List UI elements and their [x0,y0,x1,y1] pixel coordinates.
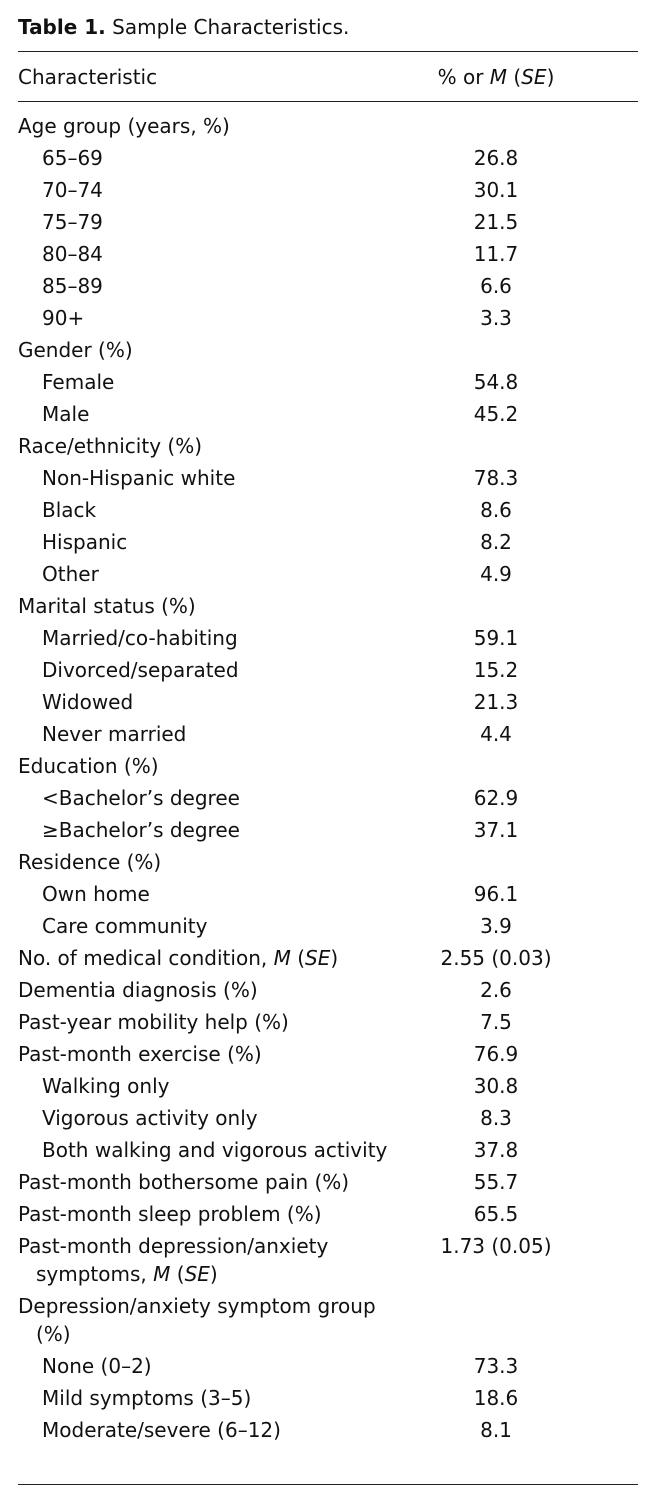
table-row [18,686,638,718]
table-row [18,398,638,430]
row-label-text: Male [42,402,90,426]
row-label [18,432,388,460]
row-value: 4.9 [480,562,512,586]
row-label-m: M [153,1262,171,1286]
row-value: 6.6 [480,274,512,298]
row-label [18,592,388,620]
row-label-text: Gender (%) [18,338,133,362]
row-value: 37.1 [473,818,519,842]
row-value: 8.2 [480,530,512,554]
row-label [18,176,412,204]
row-label-text: Dementia diagnosis (%) [18,978,258,1002]
row-value: 59.1 [473,626,519,650]
row-label [18,144,412,172]
row-value: 65.5 [473,1202,519,1226]
row-label [18,656,412,684]
header-value: % or M (SE) [437,65,555,89]
row-label [18,208,412,236]
row-label [18,1104,412,1132]
row-label-text: Black [42,498,97,522]
table-row [18,1382,638,1414]
row-label-text: Walking only [42,1074,170,1098]
row-value: 3.3 [480,306,512,330]
row-label [18,912,412,940]
row-value: 8.6 [480,498,512,522]
row-label [18,848,388,876]
table-row [18,206,638,238]
table-row [18,1414,638,1446]
row-label [18,1292,406,1348]
row-label [18,1168,388,1196]
table-group-row [18,846,638,878]
row-value: 54.8 [473,370,519,394]
row-label-text: Age group (years, %) [18,114,230,138]
row-label-text: Education (%) [18,754,159,778]
row-value: 26.8 [473,146,519,170]
row-label-text: Never married [42,722,187,746]
row-label [18,1384,412,1412]
row-label-text: Vigorous activity only [42,1106,258,1130]
table-group-row [18,110,638,142]
row-label-text: Own home [42,882,150,906]
top-rule [18,51,638,52]
row-label [18,1352,412,1380]
table-row [18,494,638,526]
row-value: 8.3 [480,1106,512,1130]
table-row [18,1230,638,1290]
row-value: 30.8 [473,1074,519,1098]
row-label [18,528,412,556]
row-value: 4.4 [480,722,512,746]
row-value: 3.9 [480,914,512,938]
row-label [18,752,388,780]
table-title: Sample Characteristics. [112,15,350,39]
row-label [18,496,412,524]
table-row [18,814,638,846]
row-value: 45.2 [473,402,519,426]
row-label [18,1200,388,1228]
row-label-text: ≥Bachelor’s degree [42,818,240,842]
row-value: 18.6 [473,1386,519,1410]
row-label [18,880,412,908]
row-label-text: Past-month sleep problem (%) [18,1202,322,1226]
row-label-m: M [273,946,291,970]
table-group-row [18,750,638,782]
table-row [18,1198,638,1230]
row-label [18,368,412,396]
table-row [18,174,638,206]
row-label-text: Both walking and vigorous activity [42,1138,388,1162]
row-label-text: Non-Hispanic white [42,466,236,490]
table-row [18,526,638,558]
table-row [18,270,638,302]
row-value: 76.9 [473,1042,519,1066]
row-label [18,240,412,268]
table-row [18,1038,638,1070]
table-group-row [18,334,638,366]
table-row [18,1006,638,1038]
row-value: 8.1 [480,1418,512,1442]
table-row [18,782,638,814]
row-label-text: 70–74 [42,178,103,202]
row-label-text: Widowed [42,690,134,714]
table-row [18,1134,638,1166]
table-row [18,1350,638,1382]
row-label-text: Past-year mobility help (%) [18,1010,289,1034]
row-label: Past-month depression/anxiety symptoms, M (SE) [18,1234,329,1286]
table-row [18,910,638,942]
row-label-text: Depression/anxiety symptom group (%) [18,1294,376,1346]
row-value: 21.3 [473,690,519,714]
row-label [18,464,412,492]
row-label [18,816,412,844]
table-row [18,974,638,1006]
table-row [18,878,638,910]
row-label-se: SE [305,946,331,970]
table-row [18,654,638,686]
header-value-m: M [489,65,508,89]
table-row [18,462,638,494]
row-label [18,1416,412,1444]
row-label-text: Past-month depression/anxiety symptoms, [18,1234,329,1286]
row-value: 73.3 [473,1354,519,1378]
table-row [18,366,638,398]
row-value: 2.6 [480,978,512,1002]
table-row [18,302,638,334]
header-rule [18,101,638,102]
row-value: 78.3 [473,466,519,490]
row-label-text: <Bachelor’s degree [42,786,240,810]
row-label-text: No. of medical condition, [18,946,274,970]
row-label-text: Past-month bothersome pain (%) [18,1170,350,1194]
row-label-text: 85–89 [42,274,103,298]
row-value: 30.1 [473,178,519,202]
table-row [18,1166,638,1198]
header-value-se: SE [521,65,547,89]
row-label-text: 80–84 [42,242,103,266]
row-label [18,112,388,140]
table-row [18,142,638,174]
row-value: 2.55 (0.03) [440,946,552,970]
row-label-text: None (0–2) [42,1354,152,1378]
row-label [18,336,388,364]
row-label-text: Hispanic [42,530,128,554]
row-label-text: 65–69 [42,146,103,170]
row-label [18,688,412,716]
row-label [18,400,412,428]
row-label-text: Married/co-habiting [42,626,238,650]
row-label [18,1072,412,1100]
row-value: 96.1 [473,882,519,906]
row-label [18,272,412,300]
row-label-text: Past-month exercise (%) [18,1042,262,1066]
table-body [18,110,638,1446]
row-label [18,1040,388,1068]
table-row [18,558,638,590]
table-row [18,942,638,974]
row-label-text: Race/ethnicity (%) [18,434,203,458]
row-label [18,624,412,652]
row-label-text: Care community [42,914,208,938]
row-label [18,1008,388,1036]
row-label-text: Residence (%) [18,850,162,874]
row-label-text: Other [42,562,99,586]
header-characteristic: Characteristic [18,65,158,89]
row-value: 11.7 [473,242,519,266]
table-row [18,718,638,750]
row-label: No. of medical condition, M (SE) [18,946,339,970]
row-value: 21.5 [473,210,519,234]
row-label [18,304,412,332]
row-label-text: 90+ [42,306,85,330]
table-header [18,62,638,92]
row-value: 1.73 (0.05) [440,1234,552,1258]
row-label [18,976,388,1004]
header-value-prefix: % or [437,65,490,89]
row-label-text: Divorced/separated [42,658,239,682]
bottom-rule [18,1484,638,1485]
table-row [18,1102,638,1134]
row-value: 15.2 [473,658,519,682]
row-value: 55.7 [473,1170,519,1194]
row-label-se: SE [184,1262,210,1286]
table-group-row [18,430,638,462]
row-label [18,784,412,812]
table-caption [18,14,349,40]
table-row [18,1070,638,1102]
row-label [18,1136,434,1164]
row-label-text: Mild symptoms (3–5) [42,1386,252,1410]
row-label-text: Moderate/severe (6–12) [42,1418,281,1442]
row-value: 7.5 [480,1010,512,1034]
table-group-row [18,1290,638,1350]
row-label-text: Marital status (%) [18,594,196,618]
table-number: Table 1. [18,15,106,39]
table-row [18,238,638,270]
table-row [18,622,638,654]
row-label [18,560,412,588]
row-label [18,720,412,748]
row-label-text: 75–79 [42,210,103,234]
table-group-row [18,590,638,622]
row-value: 62.9 [473,786,519,810]
row-value: 37.8 [473,1138,519,1162]
row-label-text: Female [42,370,115,394]
